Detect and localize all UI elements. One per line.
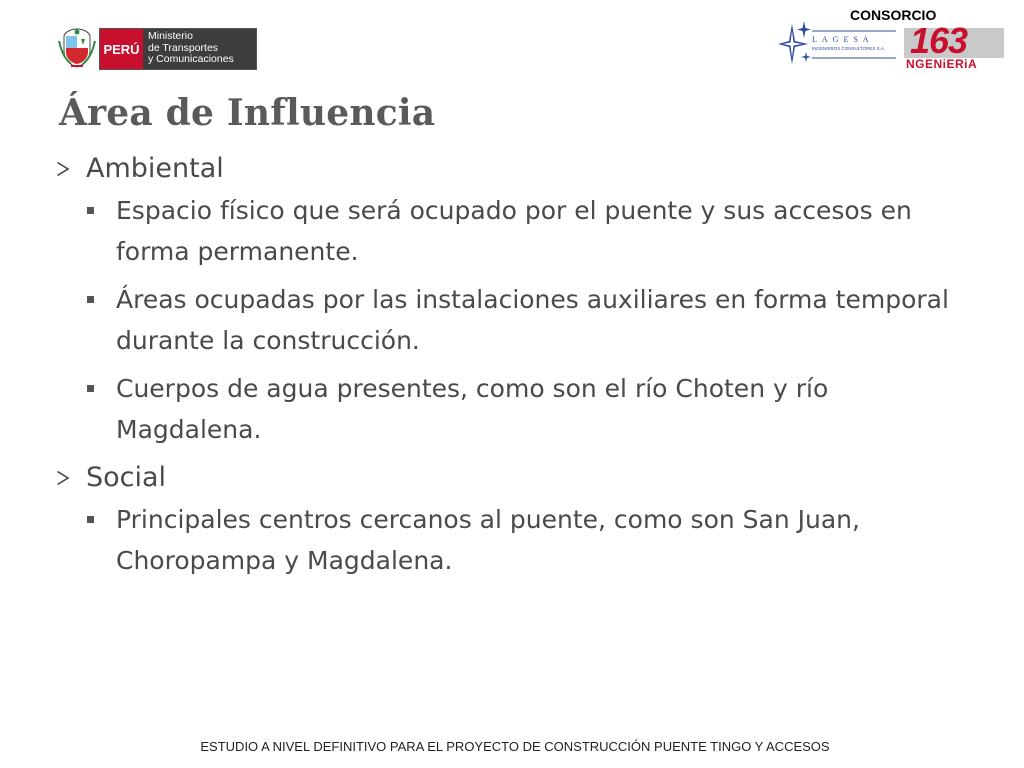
list-item-text: Áreas ocupadas por las instalaciones auxiliares en forma temporal durante la construcción. [116, 285, 949, 355]
ministry-nameplate [99, 28, 257, 70]
list-item [116, 499, 956, 581]
list-item-text: Espacio físico que será ocupado por el puente y sus accesos en forma permanente. [116, 196, 912, 266]
list-item [116, 279, 956, 361]
ministry-name-line-2: de Transportes [148, 41, 219, 54]
ministry-name-line-1: Ministerio [148, 30, 193, 42]
section-heading-text: Ambiental [86, 153, 224, 184]
list-item-text: Cuerpos de agua presentes, como son el río Choten y río Magdalena. [116, 374, 829, 444]
square-bullet-icon [87, 207, 94, 214]
slide-body [56, 148, 956, 588]
list-item [116, 368, 956, 450]
list-item [116, 190, 956, 272]
section-social [56, 457, 956, 581]
four-point-star-icon [778, 20, 900, 68]
coat-of-arms-icon [57, 27, 97, 69]
square-bullet-icon [87, 516, 94, 523]
lagesa-subtitle: INGENIEROS CONSULTORES S.A. [812, 46, 886, 51]
ministry-name [143, 29, 256, 69]
ministry-name-line-3: y Comunicaciones [148, 53, 234, 65]
i163-number: 163 [910, 20, 968, 61]
section-heading [56, 148, 956, 190]
i163-wordmark: NGENiERiA [906, 57, 978, 71]
slide-footer: ESTUDIO A NIVEL DEFINITIVO PARA EL PROYECTO DE CONSTRUCCIÓN PUENTE TINGO Y ACCESOS [200, 739, 830, 754]
square-bullet-icon [87, 385, 94, 392]
section-ambiental [56, 148, 956, 450]
ministry-logo [57, 27, 255, 69]
section-heading-text: Social [86, 462, 167, 493]
slide-title: Área de Influencia [59, 92, 436, 134]
section-heading [56, 457, 956, 499]
square-bullet-icon [87, 296, 94, 303]
arrowhead-outline-icon [56, 470, 70, 486]
consortium-label: CONSORCIO [850, 7, 937, 23]
list-item-text: Principales centros cercanos al puente, como son San Juan, Choropampa y Magdalena. [116, 505, 860, 575]
arrowhead-outline-icon [56, 161, 70, 177]
country-label: PERÚ [100, 29, 143, 69]
lagesa-wordmark: LAGESA [812, 35, 874, 44]
